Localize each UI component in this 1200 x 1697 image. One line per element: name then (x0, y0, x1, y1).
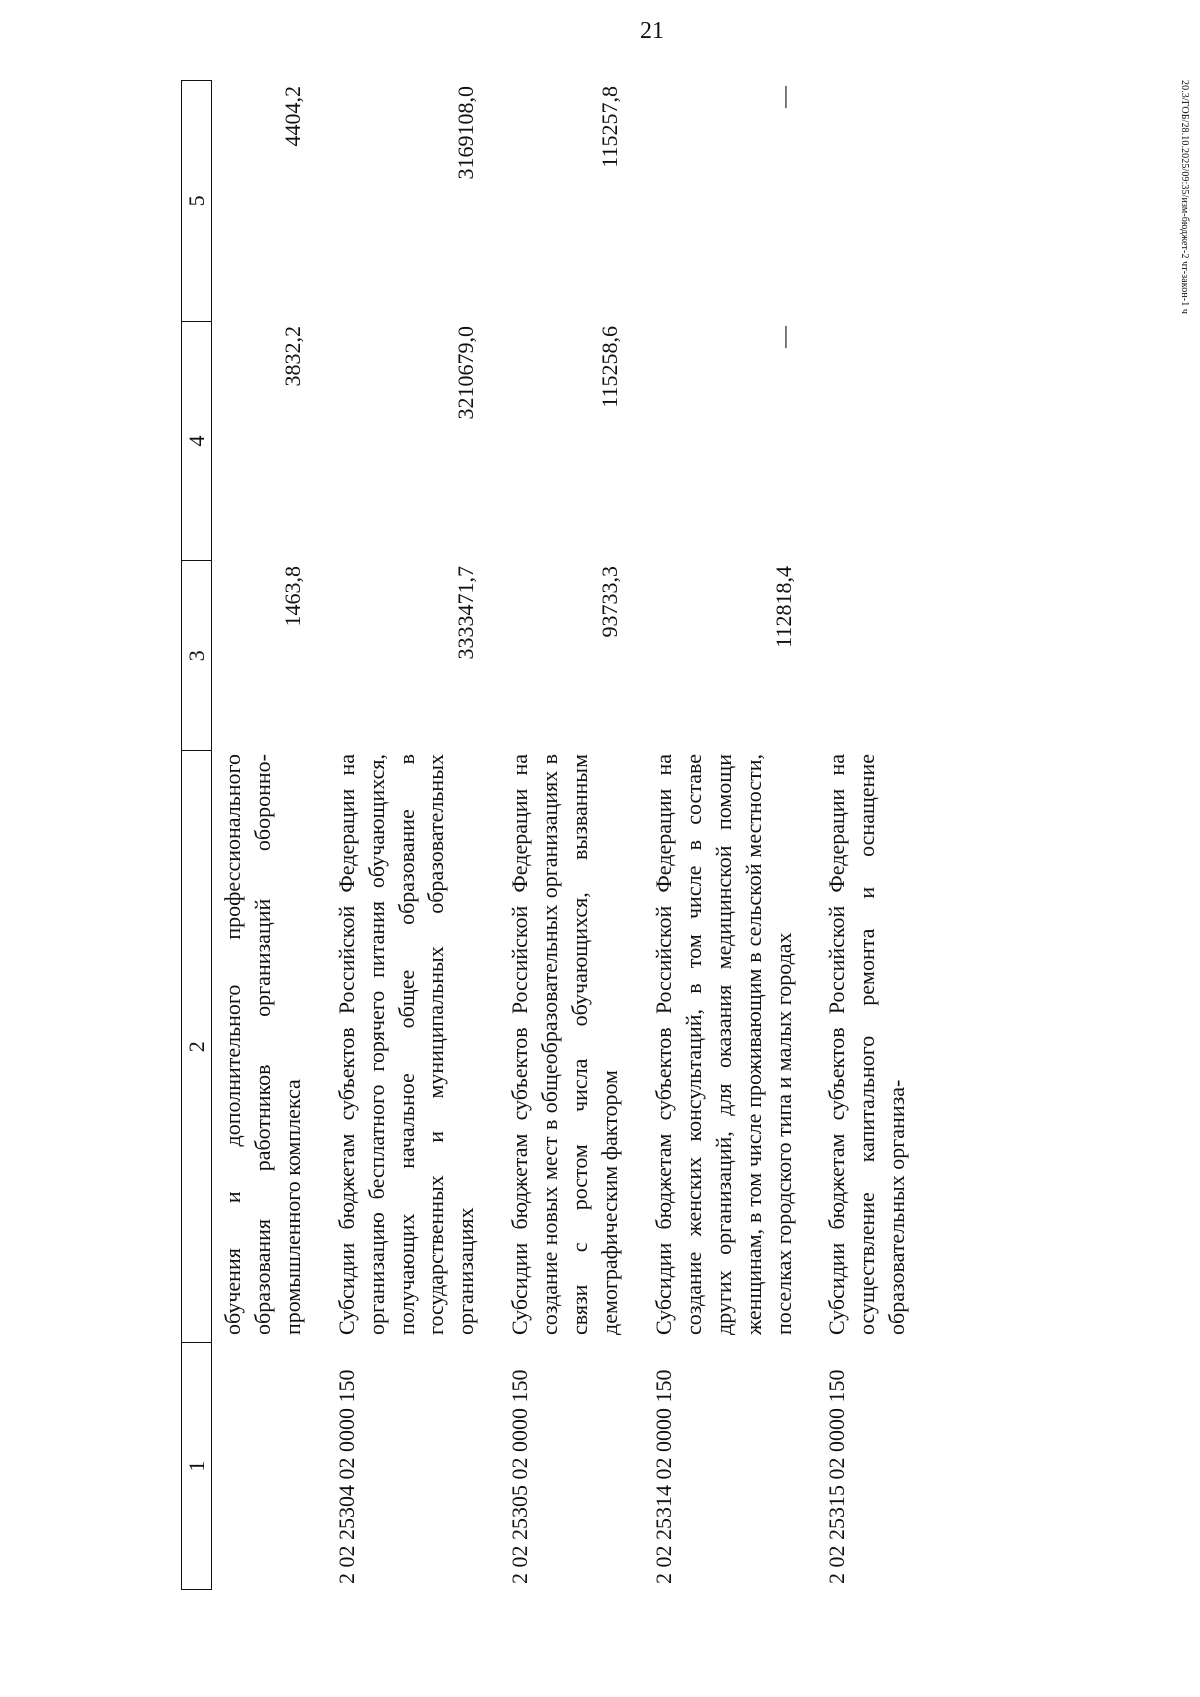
row-value-col4: 3832,2 (279, 326, 305, 387)
row-code: 2 02 25304 02 0000 150 (333, 1369, 359, 1584)
row-description: Субсидии бюджетам субъектов Российской Федерации на создание новых мест в общеобразовательных организациях в связи с ростом числа обучающихся, вызванным демографическим фактором (507, 754, 622, 1335)
row-description: Субсидии бюджетам субъектов Российской Федерации на осуществление капитального ремонта и оснащение образовательных организа- (824, 754, 910, 1335)
row-description: обучения и дополнительного профессионального образования работников организаций оборонно-промышленного комплекса (220, 754, 305, 1335)
header-col-4: 4 (182, 321, 211, 561)
row-value-col3: 1463,8 (279, 566, 305, 627)
row-value-col5: 4404,2 (279, 86, 305, 147)
rotated-table-wrapper (181, 80, 1061, 1590)
row-description: Субсидии бюджетам субъектов Российской Федерации на создание женских консультаций, в том числе в составе других организаций, для оказания медицинской помощи женщинам, в том числе проживающим в сельской местности, поселках городского типа и малых городах (650, 754, 796, 1335)
footer-stamp: 20.3/ГОБ/28.10.2025/09:35/изм-бюджет-2 чт-закон-1 ч (1179, 80, 1190, 315)
table-header-row (181, 80, 212, 1590)
table-row (218, 80, 308, 1590)
table-row (649, 80, 799, 1590)
table-row (822, 80, 912, 1590)
row-description: Субсидии бюджетам субъектов Российской Федерации на организацию бесплатного горячего питания обучающихся, получающих начальное общее образование в государственных и муниципальных образовательных организациях (333, 754, 479, 1335)
row-value-col5: 3169108,0 (453, 86, 479, 180)
row-value-col4: 115258,6 (596, 326, 622, 408)
row-value-col3: 93733,3 (596, 566, 622, 638)
page-number: 21 (640, 18, 664, 44)
row-code: 2 02 25314 02 0000 150 (650, 1369, 676, 1584)
row-value-col4: — (770, 326, 796, 348)
budget-table (181, 80, 912, 1590)
header-col-2: 2 (182, 750, 211, 1342)
header-col-5: 5 (184, 195, 209, 207)
row-value-col3: 112818,4 (770, 566, 796, 648)
header-col-3: 3 (182, 560, 211, 750)
row-code: 2 02 25315 02 0000 150 (824, 1369, 850, 1584)
row-value-col3: 3333471,7 (453, 566, 479, 660)
row-value-col4: 3210679,0 (453, 326, 479, 420)
row-value-col5: — (770, 86, 796, 108)
row-value-col5: 115257,8 (596, 86, 622, 168)
table-row (332, 80, 482, 1590)
row-code: 2 02 25305 02 0000 150 (507, 1369, 533, 1584)
table-row (505, 80, 625, 1590)
header-col-1: 1 (182, 1342, 211, 1589)
